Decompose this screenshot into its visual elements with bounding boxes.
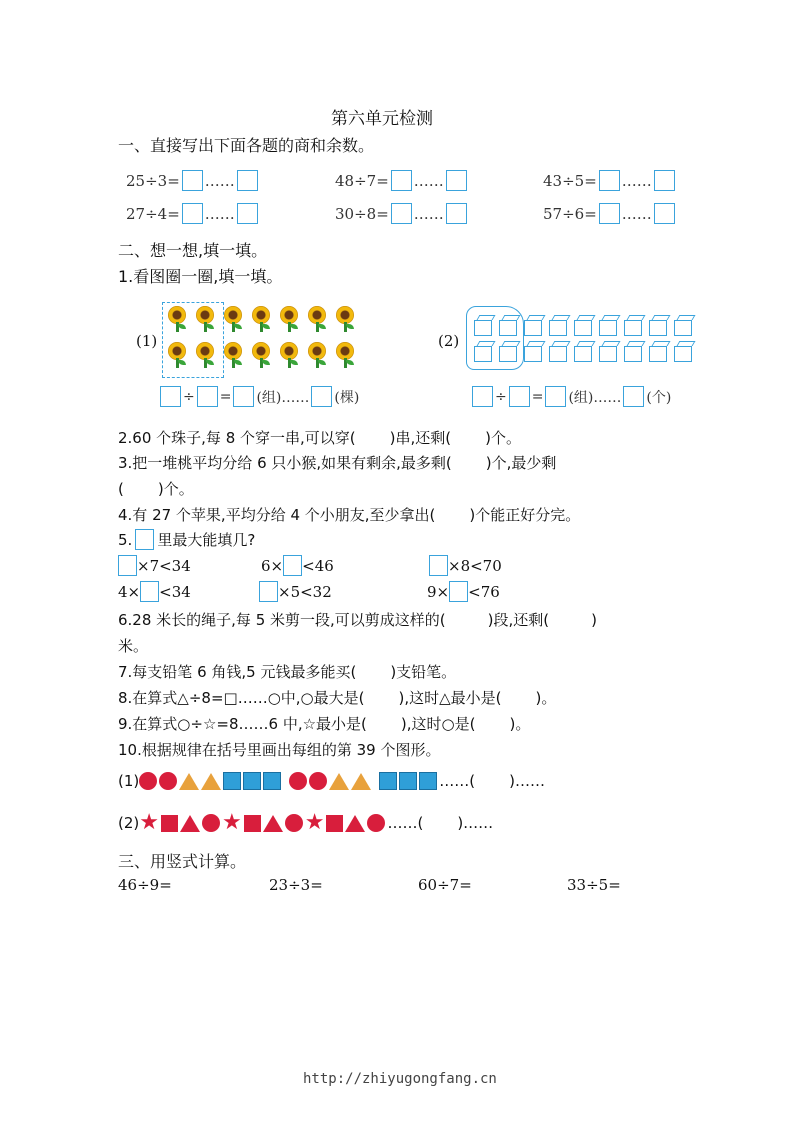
triangle-icon: [180, 815, 200, 832]
inequality: [427, 581, 500, 602]
cube-icon: [674, 320, 692, 336]
answer-box[interactable]: [233, 386, 254, 407]
unit-label: (个): [646, 389, 672, 406]
quotient-box[interactable]: [599, 170, 620, 191]
calc-item: 60÷7=: [418, 876, 472, 894]
cube-icon: [474, 346, 492, 362]
text: ),这时△最小是(: [398, 689, 502, 707]
dots: ……: [621, 171, 652, 190]
division-item: [335, 203, 469, 224]
square-icon: [419, 772, 437, 790]
footer-url[interactable]: http://zhiyugongfang.cn: [303, 1071, 497, 1087]
star-icon: ★: [221, 810, 242, 835]
answer-box[interactable]: [118, 555, 137, 576]
sunflower-icon: [166, 306, 190, 332]
square-icon: [223, 772, 241, 790]
answer-box[interactable]: [472, 386, 493, 407]
cube-icon: [574, 346, 592, 362]
sunflower-icon: [278, 306, 302, 332]
cube-row: [474, 346, 699, 366]
text: 里最大能填几?: [157, 531, 256, 549]
text: )个能正好分完。: [469, 506, 581, 524]
triangle-icon: [201, 773, 221, 790]
cube-icon: [599, 320, 617, 336]
answer-box[interactable]: [259, 581, 278, 602]
division-item: [126, 203, 260, 224]
square-icon: [326, 815, 343, 832]
triangle-icon: [345, 815, 365, 832]
cube-icon: [649, 346, 667, 362]
expression: 57÷6=: [543, 204, 597, 223]
square-icon: [243, 772, 261, 790]
cube-row: [474, 320, 699, 340]
answer-box[interactable]: [623, 386, 644, 407]
circle-icon: [289, 772, 307, 790]
text: 7.每支铅笔 6 角钱,5 元钱最多能买(: [118, 663, 357, 681]
sunflower-icon: [194, 306, 218, 332]
cube-icon: [574, 320, 592, 336]
equals-sign: =: [219, 388, 232, 405]
text: )。: [509, 715, 531, 733]
remainder-box[interactable]: [446, 203, 467, 224]
sunflower-icon: [306, 306, 330, 332]
remainder-box[interactable]: [446, 170, 467, 191]
sunflower-icon: [278, 342, 302, 368]
sunflower-icon: [334, 306, 358, 332]
sunflower-icon: [166, 342, 190, 368]
text: )个。: [485, 429, 521, 447]
dots: ……: [413, 171, 444, 190]
sunflower-row: [166, 306, 362, 336]
square-icon: [244, 815, 261, 832]
question-3-cont: [118, 478, 194, 499]
answer-box[interactable]: [311, 386, 332, 407]
divide-sign: ÷: [183, 388, 195, 405]
sunflower-icon: [222, 342, 246, 368]
text: 8.在算式△÷8=□……○中,○最大是(: [118, 689, 365, 707]
text: )串,还剩(: [389, 429, 452, 447]
text: 6.28 米长的绳子,每 5 米剪一段,可以剪成这样的(: [118, 611, 446, 629]
text: 9.在算式○÷☆=8……6 中,☆最小是(: [118, 715, 367, 733]
cube-icon: [624, 346, 642, 362]
answer-box[interactable]: [509, 386, 530, 407]
remainder-box[interactable]: [654, 170, 675, 191]
circle-icon: [159, 772, 177, 790]
dots: ……: [204, 171, 235, 190]
part-label: (1): [136, 332, 158, 350]
star-icon: ★: [139, 810, 159, 835]
quotient-box[interactable]: [599, 203, 620, 224]
expression: 48÷7=: [335, 171, 389, 190]
question-1: 1.看图圈一圈,填一填。: [118, 267, 283, 286]
text: 6×: [261, 556, 284, 575]
text: )个。: [157, 480, 194, 498]
square-icon: [161, 815, 178, 832]
cube-icon: [649, 320, 667, 336]
square-icon: [379, 772, 397, 790]
part-label: (2): [438, 332, 460, 350]
section-2-heading: 二、想一想,填一填。: [118, 241, 268, 260]
circle-icon: [367, 814, 385, 832]
question-2: [118, 427, 521, 448]
answer-line-1: [158, 386, 359, 407]
cube-icon: [499, 320, 517, 336]
text: ×5<32: [278, 582, 332, 601]
question-6: [118, 609, 597, 630]
sunflower-icon: [194, 342, 218, 368]
inequality: [259, 581, 332, 602]
calc-item: 23÷3=: [269, 876, 323, 894]
cube-icon: [474, 320, 492, 336]
sunflower-icon: [250, 306, 274, 332]
page-title: 第六单元检测: [331, 109, 433, 129]
answer-box[interactable]: [283, 555, 302, 576]
text: )……: [509, 772, 545, 790]
sunflower-icon: [334, 342, 358, 368]
question-10: 10.根据规律在括号里画出每组的第 39 个图形。: [118, 741, 441, 759]
quotient-box[interactable]: [391, 203, 412, 224]
text: 3.把一堆桃平均分给 6 只小猴,如果有剩余,最多剩(: [118, 454, 452, 472]
question-5: [118, 529, 255, 550]
calc-item: 46÷9=: [118, 876, 172, 894]
answer-box[interactable]: [449, 581, 468, 602]
calc-item: 33÷5=: [567, 876, 621, 894]
question-4: [118, 504, 580, 525]
unit-label: (组)……: [256, 389, 310, 406]
text: ): [591, 611, 597, 629]
text: )支铅笔。: [390, 663, 457, 681]
divide-sign: ÷: [495, 388, 507, 405]
sunflower-icon: [306, 342, 330, 368]
inequality: [261, 555, 334, 576]
triangle-icon: [351, 773, 371, 790]
answer-box[interactable]: [197, 386, 218, 407]
sunflower-icon: [222, 306, 246, 332]
dots: ……: [621, 204, 652, 223]
cube-icon: [524, 346, 542, 362]
cube-icon: [524, 320, 542, 336]
inequality: [429, 555, 502, 576]
division-item: [335, 170, 469, 191]
cube-icon: [599, 346, 617, 362]
section-1-heading: 一、直接写出下面各题的商和余数。: [118, 136, 375, 155]
dots: ……: [204, 204, 235, 223]
section-3-heading: 三、用竖式计算。: [118, 852, 247, 871]
sunflower-row: [166, 342, 362, 372]
text: ),这时○是(: [400, 715, 476, 733]
question-9: [118, 713, 530, 734]
answer-box[interactable]: [140, 581, 159, 602]
part-label: (1): [118, 772, 140, 790]
division-item: [543, 203, 677, 224]
answer-box[interactable]: [545, 386, 566, 407]
triangle-icon: [263, 815, 283, 832]
pattern-row-2: [118, 810, 494, 835]
cube-icon: [549, 320, 567, 336]
circle-icon: [139, 772, 157, 790]
square-icon: [399, 772, 417, 790]
quotient-box[interactable]: [391, 170, 412, 191]
circle-icon: [309, 772, 327, 790]
answer-line-2: [470, 386, 671, 407]
division-item: [543, 170, 677, 191]
cube-icon: [549, 346, 567, 362]
question-8: [118, 687, 556, 708]
unit-label: (棵): [334, 389, 360, 406]
circle-icon: [202, 814, 220, 832]
remainder-box[interactable]: [237, 170, 258, 191]
part-label: (2): [118, 814, 140, 832]
text: 4.有 27 个苹果,平均分给 4 个小朋友,至少拿出(: [118, 506, 436, 524]
dots: ……: [413, 204, 444, 223]
text: <34: [159, 582, 191, 601]
pattern-row-1: [118, 772, 545, 790]
question-7: [118, 661, 456, 682]
quotient-box[interactable]: [182, 170, 203, 191]
text: ……(: [439, 772, 476, 790]
equals-sign: =: [531, 388, 544, 405]
text: )。: [535, 689, 557, 707]
answer-box[interactable]: [429, 555, 448, 576]
cube-icon: [499, 346, 517, 362]
text: )个,最少剩: [485, 454, 557, 472]
question-3: [118, 452, 556, 473]
division-item: [126, 170, 260, 191]
triangle-icon: [179, 773, 199, 790]
expression: 27÷4=: [126, 204, 180, 223]
answer-box[interactable]: [135, 529, 154, 550]
text: 4×: [118, 582, 141, 601]
inequality: [118, 581, 191, 602]
circle-icon: [285, 814, 303, 832]
text: ×8<70: [448, 556, 502, 575]
text: <76: [468, 582, 500, 601]
text: 5.: [118, 530, 133, 549]
sunflower-icon: [250, 342, 274, 368]
triangle-icon: [329, 773, 349, 790]
inequality: [118, 555, 191, 576]
text: 2.60 个珠子,每 8 个穿一串,可以穿(: [118, 429, 356, 447]
question-6-cont: 米。: [118, 637, 149, 655]
star-icon: ★: [304, 810, 325, 835]
text: <46: [302, 556, 334, 575]
expression: 43÷5=: [543, 171, 597, 190]
text: ×7<34: [137, 556, 191, 575]
unit-label: (组)……: [568, 389, 622, 406]
text: )……: [457, 814, 494, 832]
expression: 30÷8=: [335, 204, 389, 223]
cube-icon: [624, 320, 642, 336]
remainder-box[interactable]: [237, 203, 258, 224]
square-icon: [263, 772, 281, 790]
expression: 25÷3=: [126, 171, 180, 190]
cube-icon: [674, 346, 692, 362]
answer-box[interactable]: [160, 386, 181, 407]
quotient-box[interactable]: [182, 203, 203, 224]
text: )段,还剩(: [487, 611, 550, 629]
text: ……(: [387, 814, 424, 832]
remainder-box[interactable]: [654, 203, 675, 224]
text: (: [118, 480, 124, 498]
text: 9×: [427, 582, 450, 601]
